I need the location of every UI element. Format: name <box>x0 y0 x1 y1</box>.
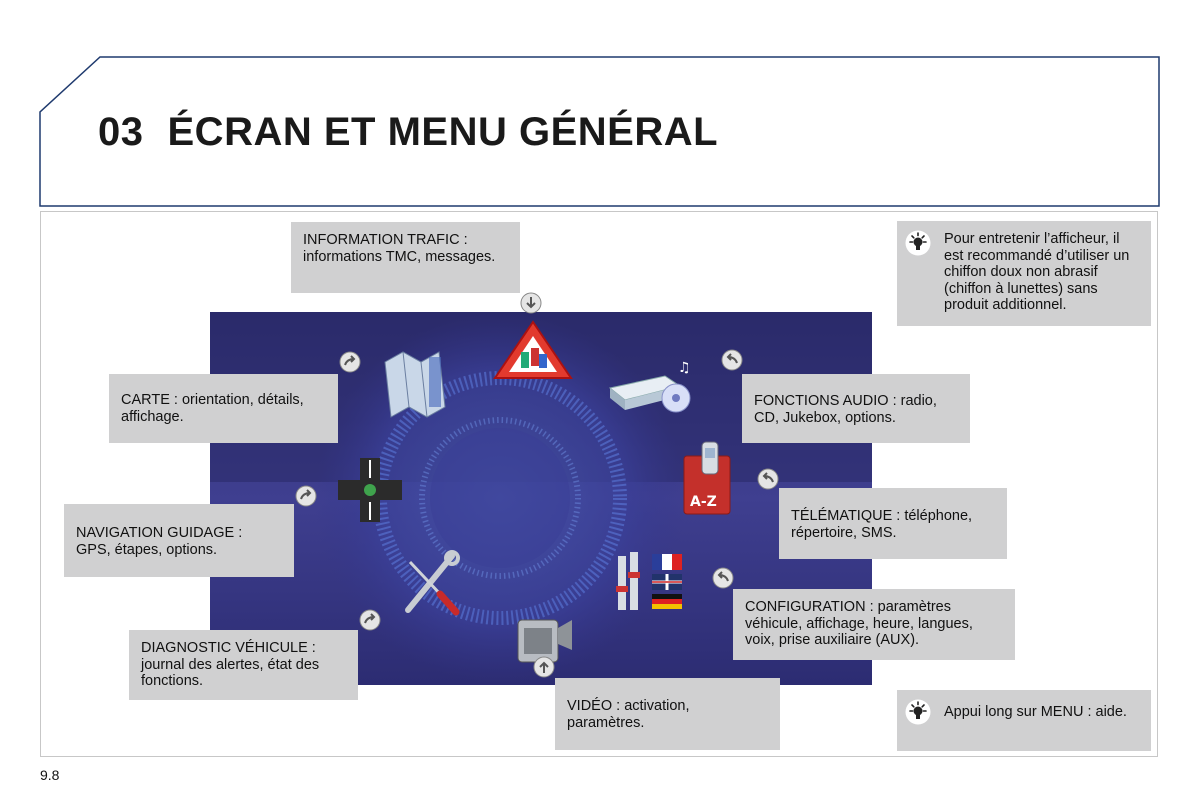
page-number: 9.8 <box>40 767 60 783</box>
arrow-left-badge <box>712 567 734 589</box>
callout-diagnostic <box>129 630 358 700</box>
tip-screen-care-text: Pour entretenir l’afficheur, il est recommandé d’utiliser un chiffon doux non abrasif (chiffon à lunettes) sans produit additionnel. <box>944 231 1130 313</box>
tip-menu-help <box>897 690 1151 751</box>
callout-navigation <box>64 504 294 577</box>
callout-traffic-label: INFORMATION TRAFIC : <box>303 232 468 248</box>
light-bulb-icon <box>905 230 931 256</box>
callout-traffic <box>291 222 520 293</box>
callout-navigation-label: NAVIGATION GUIDAGE : <box>76 525 243 541</box>
arrow-down-badge <box>520 292 542 314</box>
header-frame <box>0 0 1200 212</box>
callout-video-label: VIDÉO : <box>567 698 621 714</box>
callout-map-label: CARTE : <box>121 392 178 408</box>
tip-screen-care <box>897 221 1151 326</box>
callout-telematics-label: TÉLÉMATIQUE : <box>791 508 901 524</box>
callout-traffic-desc: informations TMC, messages. <box>303 248 496 265</box>
callout-config-label: CONFIGURATION : <box>745 599 874 615</box>
page-title <box>98 110 718 155</box>
callout-map-desc: orientation, détails, affichage. <box>121 392 304 425</box>
arrow-left-badge <box>721 349 743 371</box>
callout-video <box>555 678 780 750</box>
arrow-right-badge <box>359 609 381 631</box>
svg-text:♫: ♫ <box>678 360 691 376</box>
callout-map <box>109 374 338 443</box>
callout-audio-desc: radio, CD, Jukebox, options. <box>754 393 937 426</box>
folded-map-icon[interactable] <box>385 352 445 417</box>
svg-text:A-Z: A-Z <box>690 494 717 510</box>
callout-telematics <box>779 488 1007 559</box>
arrow-left-badge <box>757 468 779 490</box>
callout-audio-label: FONCTIONS AUDIO : <box>754 393 897 409</box>
callout-config-desc: paramètres véhicule, affichage, heure, langues, voix, prise auxiliaire (AUX). <box>745 599 973 648</box>
callout-telematics-desc: téléphone, répertoire, SMS. <box>791 508 973 541</box>
callout-video-desc: activation, paramètres. <box>567 698 690 731</box>
arrow-up-badge <box>533 656 555 678</box>
tip-menu-help-text: Appui long sur MENU : aide. <box>944 704 1127 720</box>
light-bulb-icon <box>905 699 931 725</box>
callout-diagnostic-desc: journal des alertes, état des fonctions. <box>141 656 320 689</box>
arrow-right-badge <box>339 351 361 373</box>
callout-audio <box>742 374 970 443</box>
callout-diagnostic-label: DIAGNOSTIC VÉHICULE : <box>141 640 316 656</box>
arrow-right-badge <box>295 485 317 507</box>
callout-navigation-desc: GPS, étapes, options. <box>76 541 218 558</box>
section-number: 03 <box>98 110 144 154</box>
callout-config <box>733 589 1015 660</box>
section-title: ÉCRAN ET MENU GÉNÉRAL <box>167 110 719 154</box>
